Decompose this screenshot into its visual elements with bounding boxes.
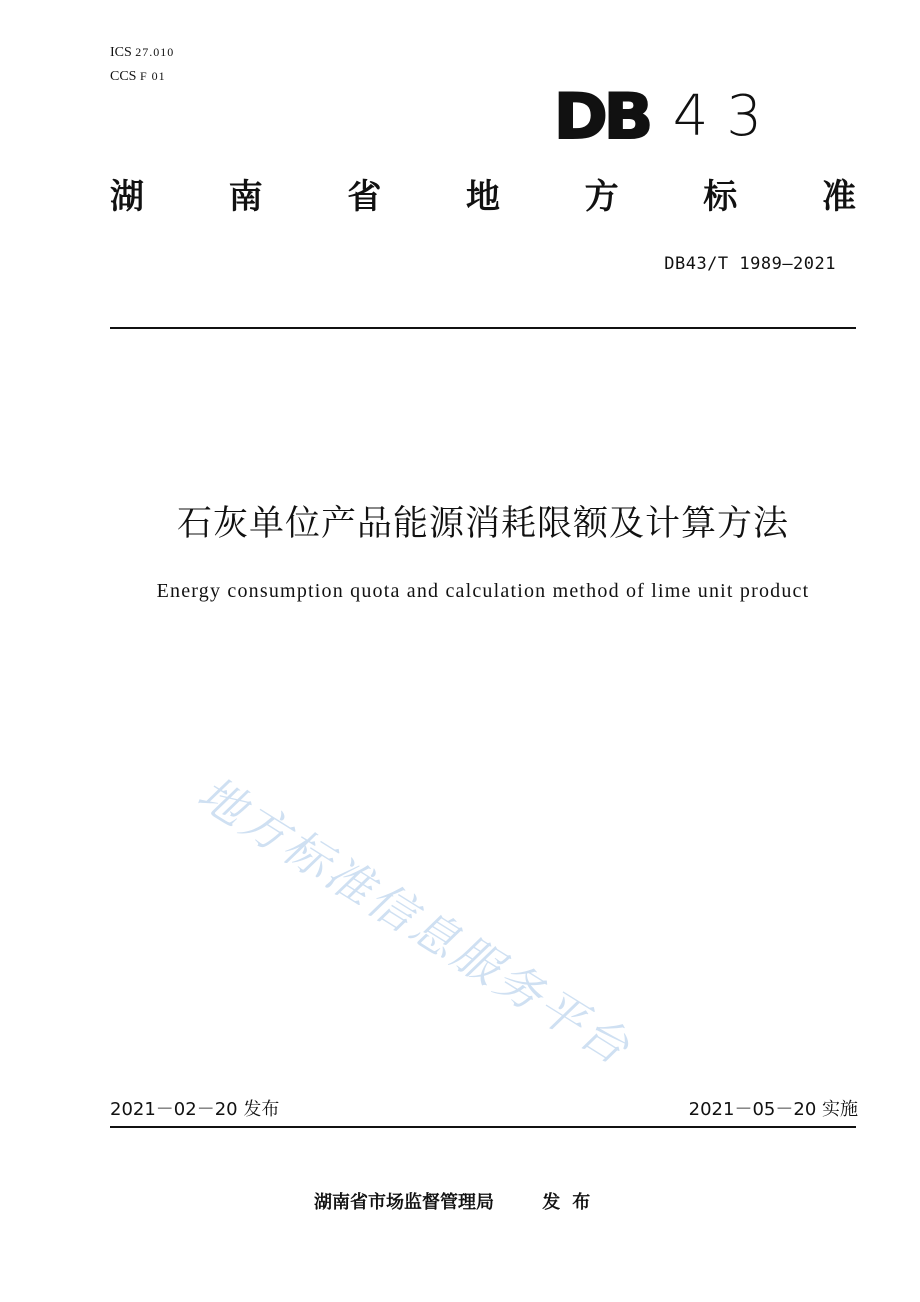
bottom-divider <box>110 1126 856 1128</box>
watermark: 地方标准信息服务平台 <box>188 765 642 1077</box>
standard-type-char: 省 <box>347 177 382 217</box>
ics-label: ICS <box>110 45 132 60</box>
ics-classification <box>110 44 174 61</box>
standard-type-char: 准 <box>821 177 856 217</box>
db-logo <box>553 80 780 153</box>
standard-type-heading <box>110 172 856 222</box>
standard-type-char: 湖 <box>110 177 144 217</box>
publisher <box>314 1190 602 1216</box>
db-logo-prefix: DB <box>553 80 650 153</box>
ics-code: 27.010 <box>135 45 175 59</box>
standard-number: DB43/T 1989—2021 <box>664 254 836 274</box>
standard-type-char: 方 <box>584 177 619 217</box>
publisher-name: 湖南省市场监督管理局 <box>314 1192 494 1213</box>
ccs-label: CCS <box>110 69 137 84</box>
ccs-code: F 01 <box>139 69 166 83</box>
standard-type-char: 地 <box>465 177 500 217</box>
title-chinese: 石灰单位产品能源消耗限额及计算方法 <box>176 504 789 544</box>
title-english: Energy consumption quota and calculation method of lime unit product <box>156 580 810 602</box>
implementation-date: 2021－05－20 实施 <box>688 1099 858 1120</box>
ccs-classification <box>110 68 166 85</box>
db-logo-number: 43 <box>672 84 780 149</box>
standard-type-char: 标 <box>703 177 738 217</box>
standard-type-char: 南 <box>228 177 263 217</box>
publisher-action: 发布 <box>542 1192 603 1213</box>
top-divider <box>110 327 856 329</box>
issue-date: 2021－02－20 发布 <box>110 1099 280 1120</box>
